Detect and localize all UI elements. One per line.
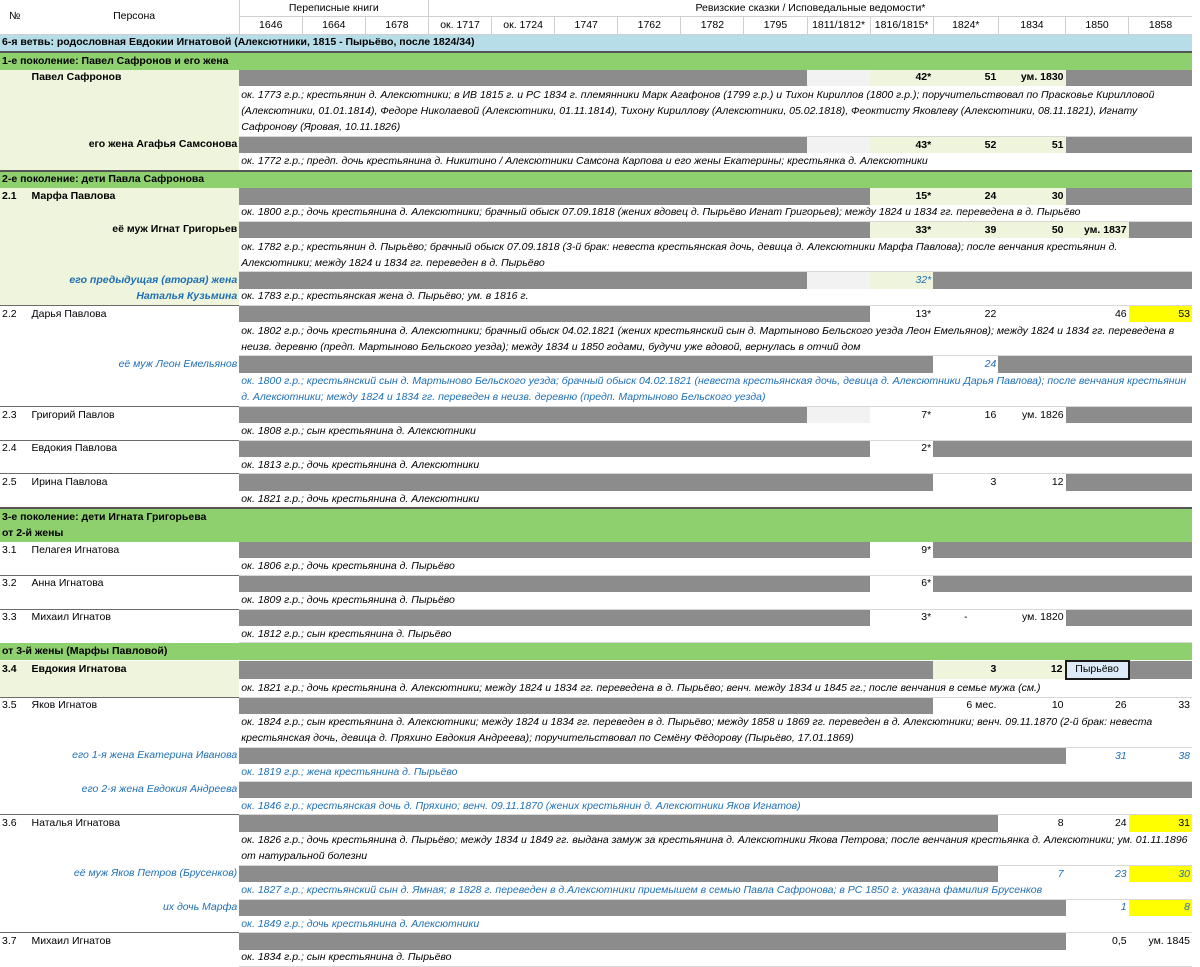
absent-bar — [239, 406, 807, 423]
row-number: 3.6 — [0, 815, 30, 832]
absent-bar — [239, 747, 1065, 764]
person-name: его предыдущая (вторая) жена — [30, 272, 240, 289]
year-header: 1811/1812* — [807, 17, 870, 34]
value-1824: 3 — [933, 474, 998, 491]
absent-bar — [239, 865, 998, 882]
absent-bar — [239, 474, 933, 491]
absent-bar — [239, 933, 1065, 950]
value-1824: 51 — [933, 70, 998, 86]
absent-bar — [933, 272, 1192, 289]
value-1850: 46 — [1066, 306, 1129, 323]
person-description: ок. 1802 г.р.; дочь крестьянина д. Алексютники; брачный обыск 04.02.1821 (жених крестьянский сын д. Мартыново Бельского уезда Леон Емельянов); между 1824 и 1834 гг. переведена в неизв. деревню (предп. Мартыново Бельского уезда); между 1834 и 1850 годами, будучи уже вдовой, вернулась в отчий дом — [239, 322, 1192, 356]
section-third-wife: от 3-й жены (Марфы Павловой) — [0, 643, 1192, 661]
person-description: ок. 1800 г.р.; дочь крестьянина д. Алексютники; брачный обыск 07.09.1818 (жених вдовец д. Пырьёво Игнат Григорьев); между 1824 и 1834 гг. переведена в д. Пырьёво — [239, 205, 1192, 222]
absent-bar — [239, 70, 807, 86]
year-header: 1678 — [365, 17, 428, 34]
person-name: Пелагея Игнатова — [31, 543, 120, 556]
person-description: ок. 1846 г.р.; крестьянская дочь д. Пряхино; венч. 09.11.1870 (жених крестьянин д. Алексютники Яков Игнатов) — [239, 798, 1192, 815]
header-persona: Персона — [30, 0, 240, 34]
year-header: 1834 — [998, 17, 1065, 34]
value-1824: 3 — [933, 661, 998, 679]
person-name: Марфа Павлова — [30, 188, 240, 204]
value-1834: 12 — [998, 661, 1065, 679]
person-name: Григорий Павлов — [30, 406, 240, 423]
value-1824: 22 — [933, 306, 998, 323]
person-name: Наталья Кузьмина — [30, 289, 240, 306]
absent-bar — [933, 440, 1192, 457]
person-description: ок. 1824 г.р.; сын крестьянина д. Алексютники; между 1824 и 1834 гг. переведен в д. Пырьёво; между 1858 и 1869 гг. переведен в д. Алексютники; венч. 09.11.1870 (2-й брак: невеста крестьянская дочь, девица д. Пряхино Евдокия Андреева); поручительствовал по Семёну Фёдорову (Пырьёво, 17.01.1869) — [239, 714, 1192, 748]
absent-bar — [239, 440, 870, 457]
header-census: Переписные книги — [239, 0, 428, 17]
person-name: её муж Игнат Григорьев — [30, 221, 240, 238]
value-1834: 8 — [998, 815, 1065, 832]
person-name: Евдокия Игнатова — [30, 661, 240, 679]
section-generation-3: 3-е поколение: дети Игната Григорьева — [0, 508, 1192, 525]
value-1816: 42* — [870, 70, 933, 86]
value-1816: 13* — [870, 306, 933, 323]
value-1824: - — [933, 609, 998, 626]
value-1858: ум. 1845 — [1129, 933, 1192, 950]
year-header: 1795 — [744, 17, 807, 34]
person-name: её муж Леон Емельянов — [118, 357, 238, 370]
absent-bar — [1066, 406, 1192, 423]
person-name: Евдокия Павлова — [30, 440, 240, 457]
value-1850: 1 — [1120, 901, 1127, 914]
header-revision: Ревизские сказки / Исповедальные ведомости* — [428, 0, 1192, 17]
person-name: Ирина Павлова — [30, 474, 240, 491]
person-description: ок. 1783 г.р.; крестьянская жена д. Пырьёво; ум. в 1816 г. — [239, 289, 1192, 306]
absent-bar — [1066, 609, 1192, 626]
value-1816: 15* — [870, 188, 933, 204]
value-1850: 26 — [1066, 697, 1129, 714]
person-description: ок. 1826 г.р.; дочь крестьянина д. Пырьёво; между 1834 и 1849 гг. выдана замуж за крестьянина д. Алексютники Якова Петрова; после венчания крестьянка д. Алексютники; ум. 01.11.1896 от натуральной болезни — [239, 832, 1192, 866]
section-generation-1: 1-е поколение: Павел Сафронов и его жена — [0, 52, 1192, 69]
person-description: ок. 1827 г.р.; крестьянский сын д. Ямная; в 1828 г. переведен в д.Алексютники приемышем в семью Павла Сафронова; в РС 1850 г. указана фамилия Брусенков — [239, 882, 1192, 899]
value-1816: 7* — [870, 406, 933, 423]
value-1834: 50 — [998, 221, 1065, 238]
absent-bar — [239, 815, 998, 832]
status-badge: Пырьёво — [1066, 661, 1129, 679]
value-1850: 23 — [1114, 867, 1127, 880]
value-1858: 38 — [1178, 749, 1190, 762]
year-header: 1664 — [302, 17, 365, 34]
row-number: 2.2 — [0, 306, 30, 323]
value-1858: 31 — [1129, 815, 1192, 832]
year-header: 1747 — [555, 17, 618, 34]
value-1858: 8 — [1129, 899, 1192, 916]
person-name: его 1-я жена Екатерина Иванова — [72, 749, 238, 762]
person-description: ок. 1821 г.р.; дочь крестьянина д. Алексютники; между 1824 и 1834 гг. переведена в д. Пырьёво; венч. между 1834 и 1845 гг.; после венчания в семье мужа (см.) — [239, 679, 1192, 697]
value-1858: 33 — [1129, 697, 1192, 714]
header-num: № — [0, 0, 30, 34]
empty-cell — [807, 70, 870, 86]
value-1816: 33* — [870, 221, 933, 238]
value-1834: 10 — [998, 697, 1065, 714]
person-description: ок. 1809 г.р.; дочь крестьянина д. Пырьёво — [239, 592, 1192, 609]
year-header: 1816/1815* — [870, 17, 933, 34]
absent-bar — [1066, 188, 1192, 204]
value-1824: 16 — [933, 406, 998, 423]
value-1858: 30 — [1129, 865, 1192, 882]
absent-bar — [1129, 661, 1192, 679]
year-header: 1824* — [933, 17, 998, 34]
person-name: Павел Сафронов — [30, 70, 240, 86]
absent-bar — [239, 781, 1192, 798]
absent-bar — [239, 221, 870, 238]
year-header: 1850 — [1066, 17, 1129, 34]
person-name: его 2-я жена Евдокия Андреева — [81, 783, 238, 796]
absent-bar — [239, 899, 1065, 916]
absent-bar — [998, 356, 1192, 373]
absent-bar — [239, 697, 933, 714]
absent-bar — [239, 136, 807, 153]
value-1816: 32* — [870, 272, 933, 289]
person-name: Михаил Игнатов — [30, 609, 240, 626]
person-description: ок. 1834 г.р.; сын крестьянина д. Пырьёво — [239, 950, 1192, 967]
row-number: 3.7 — [0, 933, 30, 950]
person-name: её муж Яков Петров (Брусенков) — [73, 867, 238, 880]
section-generation-2: 2-е поколение: дети Павла Сафронова — [0, 171, 1192, 188]
person-description: ок. 1849 г.р.; дочь крестьянина д. Алексютники — [239, 916, 1192, 933]
section-second-wife: от 2-й жены — [0, 526, 1192, 542]
value-1834: 30 — [998, 188, 1065, 204]
value-1834: ум. 1830 — [998, 70, 1065, 86]
person-description: ок. 1821 г.р.; дочь крестьянина д. Алексютники — [239, 491, 1192, 508]
value-1824: 24 — [984, 358, 997, 371]
value-1816: 3* — [870, 609, 933, 626]
person-name: Наталья Игнатова — [30, 815, 240, 832]
value-1834: 51 — [998, 136, 1065, 153]
year-header: ок. 1724 — [492, 17, 555, 34]
value-1834: 7 — [1057, 867, 1064, 880]
absent-bar — [239, 306, 870, 323]
absent-bar — [1129, 221, 1192, 238]
year-header: 1646 — [239, 17, 302, 34]
absent-bar — [933, 575, 1192, 592]
absent-bar — [1066, 70, 1192, 86]
value-1858: 53 — [1129, 306, 1192, 323]
year-header: 1782 — [681, 17, 744, 34]
value-1850: 31 — [1114, 749, 1127, 762]
year-header: 1858 — [1129, 17, 1192, 34]
row-number: 2.3 — [0, 406, 30, 423]
person-description: ок. 1772 г.р.; предп. дочь крестьянина д. Никитино / Алексютники Самсона Карпова и его жены Екатерины; крестьянка д. Алексютники — [239, 153, 1192, 170]
row-number — [0, 70, 30, 86]
year-header: 1762 — [618, 17, 681, 34]
person-name: Яков Игнатов — [30, 697, 240, 714]
value-1850: ум. 1837 — [1066, 221, 1129, 238]
row-number: 3.5 — [0, 697, 30, 714]
absent-bar — [239, 609, 870, 626]
year-header: ок. 1717 — [428, 17, 491, 34]
absent-bar — [239, 575, 870, 592]
absent-bar — [933, 542, 1192, 558]
value-1834: ум. 1826 — [998, 406, 1065, 423]
absent-bar — [239, 542, 870, 558]
value-1850: 24 — [1066, 815, 1129, 832]
person-description: ок. 1819 г.р.; жена крестьянина д. Пырьёво — [239, 764, 1192, 781]
person-name: их дочь Марфа — [162, 901, 238, 914]
absent-bar — [239, 188, 870, 204]
absent-bar — [1066, 474, 1192, 491]
value-1834: 12 — [998, 474, 1065, 491]
absent-bar — [1066, 136, 1192, 153]
value-1824: 39 — [933, 221, 998, 238]
row-number: 3.4 — [0, 661, 30, 679]
value-1816: 43* — [870, 136, 933, 153]
value-1824: 52 — [933, 136, 998, 153]
value-1834: ум. 1820 — [998, 609, 1065, 626]
value-1816: 9* — [921, 543, 932, 556]
row-number: 3.3 — [0, 609, 30, 626]
absent-bar — [239, 356, 933, 373]
person-description: ок. 1806 г.р.; дочь крестьянина д. Пырьёво — [239, 558, 1192, 575]
person-name: его жена Агафья Самсонова — [30, 136, 240, 153]
value-1816: 2* — [870, 440, 933, 457]
person-description: ок. 1813 г.р.; дочь крестьянина д. Алексютники — [239, 457, 1192, 474]
person-description: ок. 1800 г.р.; крестьянский сын д. Мартыново Бельского уезда; брачный обыск 04.02.1821 (невеста крестьянская дочь, девица д. Алексютники Дарья Павлова); после венчания крестьянин д. Алексютники; между 1824 и 1834 гг. переведен в неизв. деревню (предп. Мартыново Бельского уезда) — [239, 373, 1192, 407]
person-description: ок. 1782 г.р.; крестьянин д. Пырьёво; брачный обыск 07.09.1818 (3-й брак: невеста крестьянская дочь, девица д. Алексютники Марфа Павлова); после венчания крестьянин д. Алексютники; между 1824 и 1834 гг. переведен в д. Пырьёво — [239, 238, 1192, 272]
person-description: ок. 1812 г.р.; сын крестьянина д. Пырьёво — [239, 626, 1192, 643]
branch-title: 6-я ветвь: родословная Евдокии Игнатовой (Алексютники, 1815 - Пырьёво, после 1824/34) — [0, 34, 1192, 52]
row-number: 2.5 — [0, 474, 30, 491]
value-1824: 24 — [933, 188, 998, 204]
row-number: 2.1 — [0, 188, 30, 204]
value-1816: 6* — [870, 575, 933, 592]
row-number: 2.4 — [0, 440, 30, 457]
absent-bar — [239, 272, 807, 289]
absent-bar — [239, 661, 933, 679]
value-1850: 0,5 — [1066, 933, 1129, 950]
person-name: Михаил Игнатов — [30, 933, 240, 950]
person-description: ок. 1808 г.р.; сын крестьянина д. Алексютники — [239, 423, 1192, 440]
row-number: 3.2 — [0, 575, 30, 592]
person-description: ок. 1773 г.р.; крестьянин д. Алексютники; в ИВ 1815 г. и РС 1834 г. племянники Марк Агафонов (1799 г.р.) и Тихон Кириллов (1800 г.р.); поручительствовал по Прасковье Кирилловой (Алексютники, 01.01.1814), Федоре Николаевой (Алексютники, 01.11.1814), Тихону Кириллову (Алексютники, 05.02.1818), Феоктисту Яковлеву (Алексютники, 08.11.1821), Игнату Сафронову (Яровая, 10.11.1826) — [239, 86, 1192, 137]
row-number: 3.1 — [2, 543, 17, 556]
person-name: Анна Игнатова — [30, 575, 240, 592]
value-1824: 6 мес. — [933, 697, 998, 714]
person-name: Дарья Павлова — [30, 306, 240, 323]
